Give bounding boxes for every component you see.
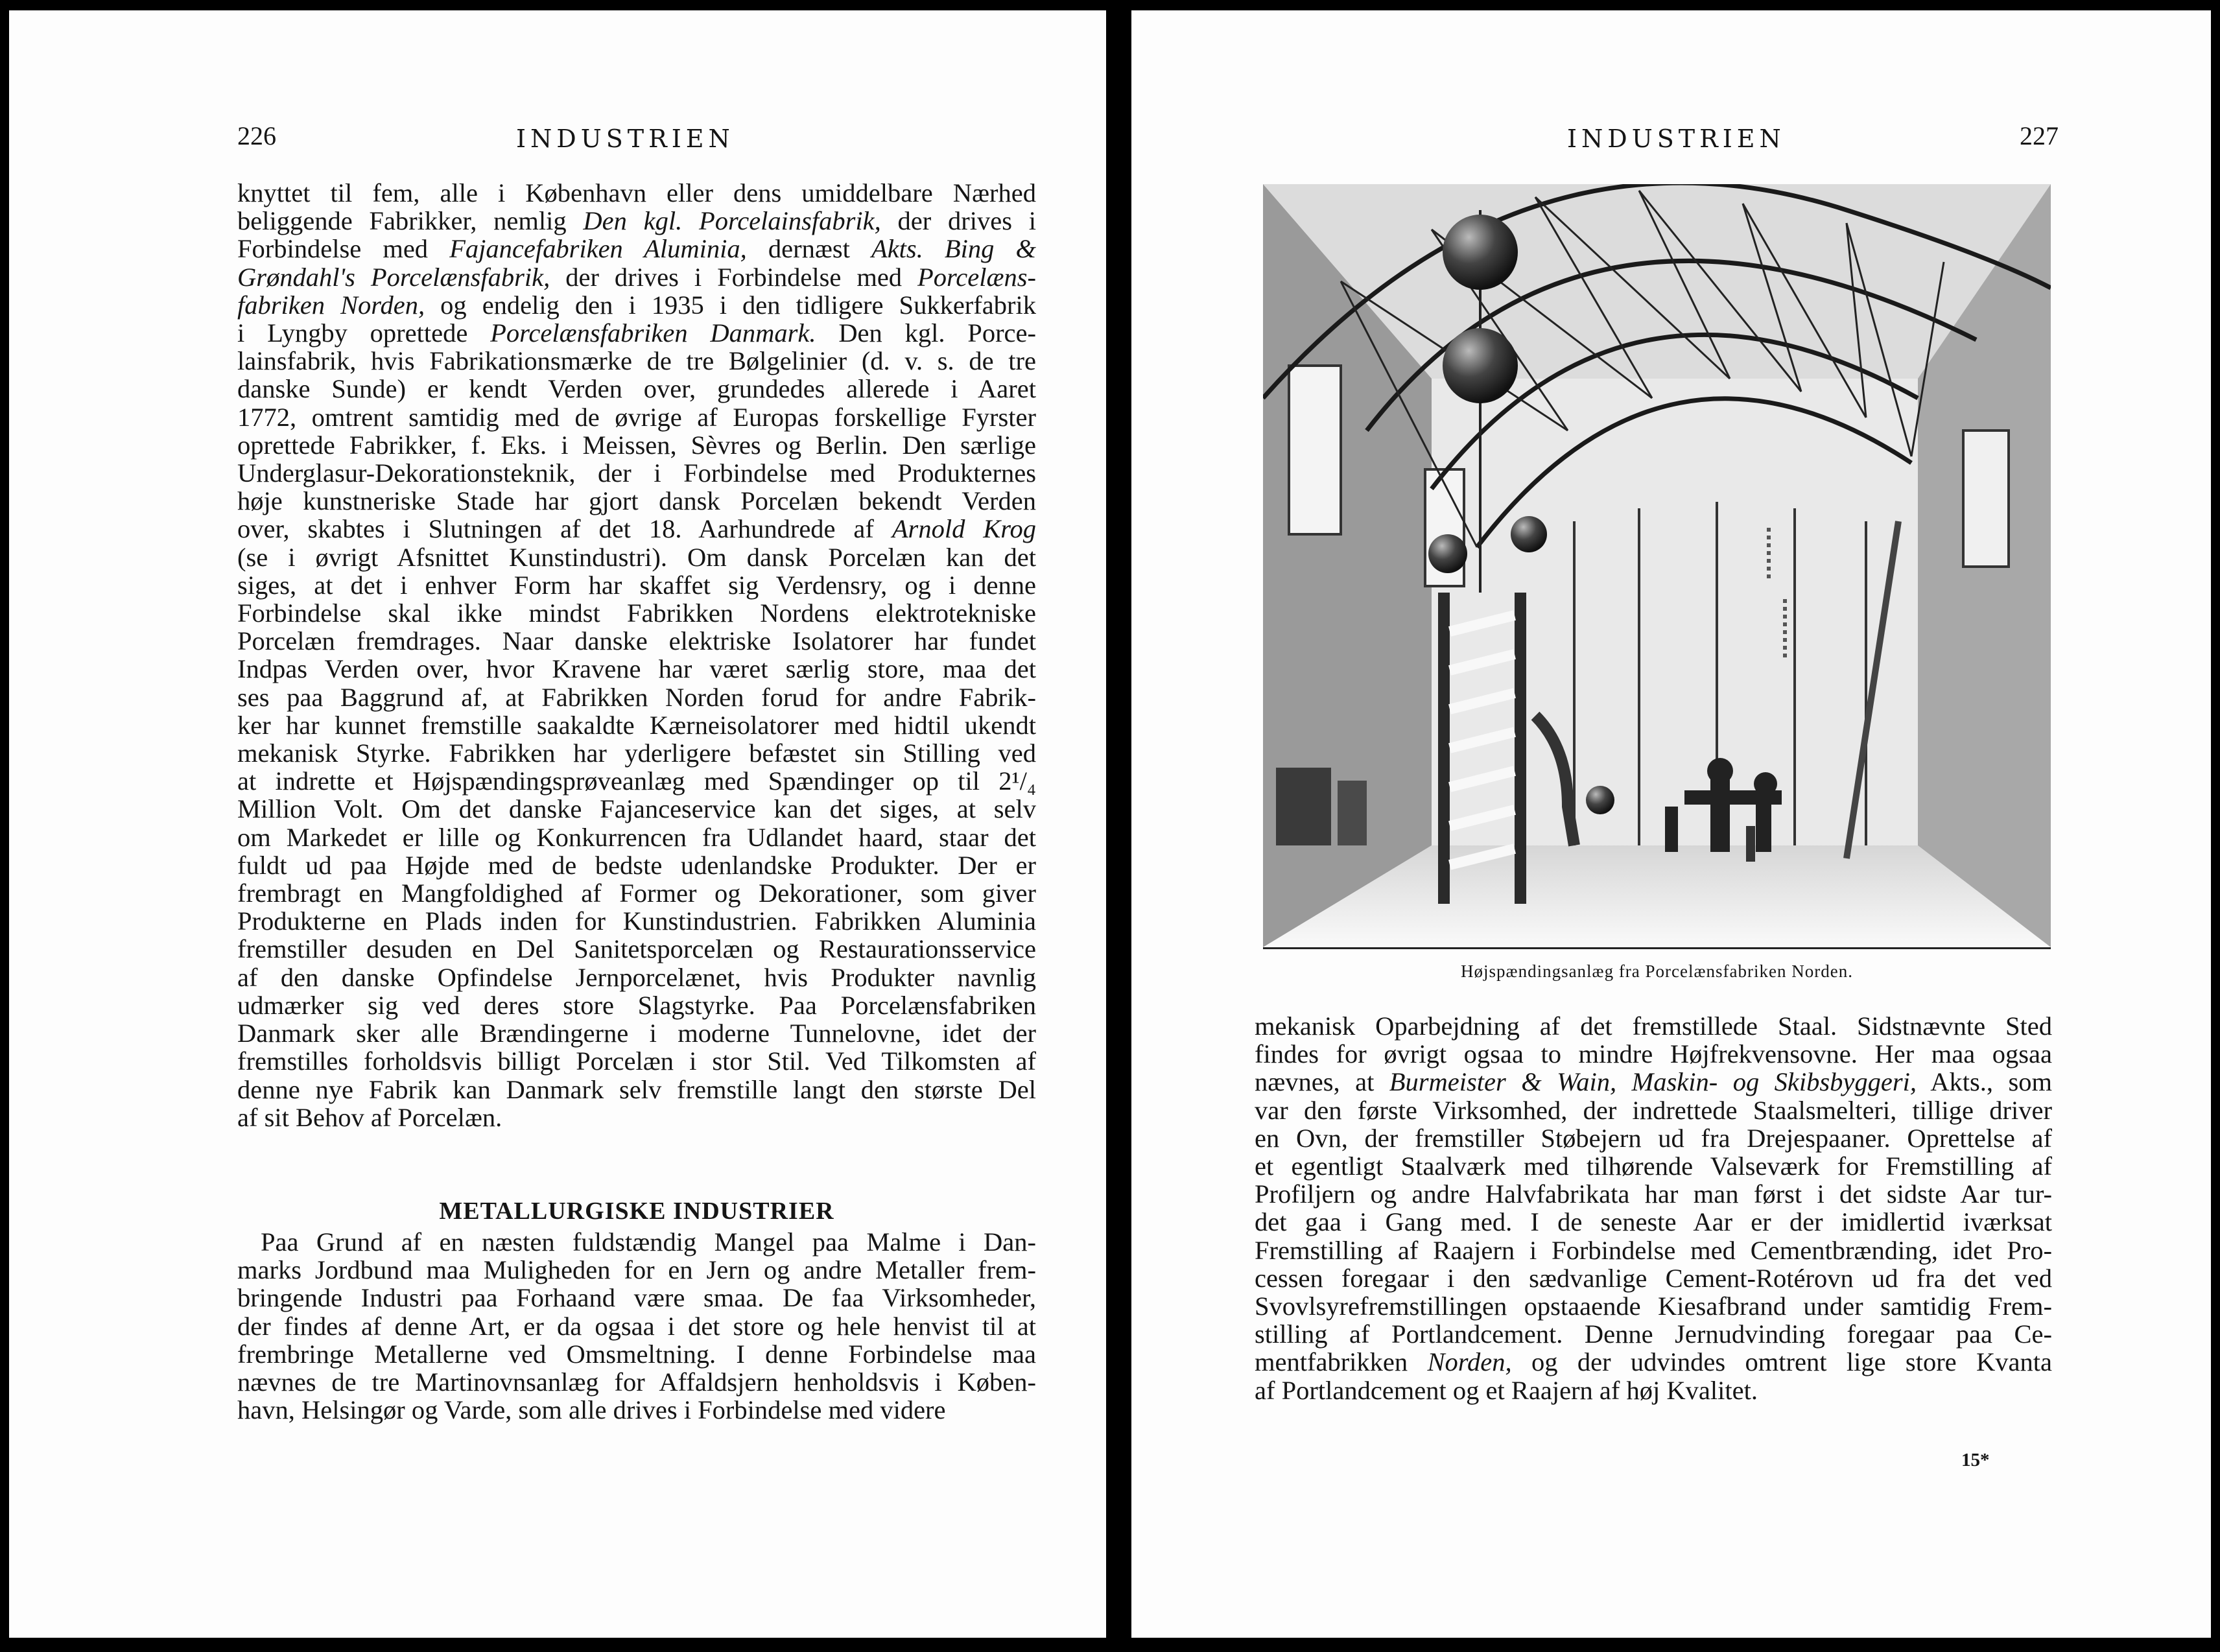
- text-run: mentfabrikken: [1255, 1347, 1428, 1377]
- text-run: over, skabtes i Slutningen af det 18. Aarhundrede af: [237, 514, 892, 544]
- text-run: ses paa Baggrund af, at Fabrikken Norden forud for andre Fabrik-: [237, 682, 1036, 712]
- text-line: [237, 1047, 1036, 1075]
- text-line: [237, 767, 1036, 795]
- text-line: [1255, 1124, 2052, 1152]
- text-run: frembringe Metallerne ved Omsmeltning. I denne Forbindelse maa: [237, 1339, 1036, 1369]
- text-line: [237, 179, 1036, 207]
- text-line: [237, 907, 1036, 935]
- text-run: Indpas Verden over, hvor Kravene har været særlig store, maa det: [237, 654, 1036, 684]
- text-run: der drives i: [880, 206, 1036, 236]
- text-line: [237, 1076, 1036, 1103]
- text-line: [237, 207, 1036, 235]
- text-run: oprettede Fabrikker, f. Eks. i Meissen, Sèvres og Berlin. Den særlige: [237, 430, 1036, 460]
- text-line: [237, 543, 1036, 571]
- text-run: stilling af Portlandcement. Denne Jernudvinding foregaar paa Ce-: [1255, 1319, 2052, 1349]
- italic-text-run: Den kgl. Porcelainsfabrik,: [583, 206, 881, 236]
- text-run: Porcelæn fremdrages. Naar danske elektriske Isolatorer har fundet: [237, 626, 1036, 656]
- text-run: en Ovn, der fremstiller Støbejern ud fra Drejespaaner. Oprettelse af: [1255, 1123, 2052, 1153]
- text-line: [1255, 1012, 2052, 1040]
- text-line: [1255, 1320, 2052, 1348]
- text-run: bringende Industri paa Forhaand være smaa. De faa Virksomheder,: [237, 1283, 1036, 1313]
- text-run: 1772, omtrent samtidig med de øvrige af Europas forskellige Fyrster: [237, 402, 1036, 432]
- text-line: [1255, 1292, 2052, 1320]
- text-run: denne nye Fabrik kan Danmark selv fremstille langt den største Del: [237, 1074, 1036, 1104]
- running-head: INDUSTRIEN: [1567, 124, 1786, 153]
- text-run: og der udvindes omtrent lige store Kvanta: [1511, 1347, 2052, 1377]
- text-line: [237, 823, 1036, 851]
- text-run: findes for øvrigt ogsaa to mindre Højfrekvensovne. Her maa ogsaa: [1255, 1039, 2052, 1069]
- text-run: af sit Behov af Porcelæn.: [237, 1102, 502, 1132]
- body-paragraph: [1255, 1012, 2052, 1404]
- italic-text-run: Fajancefabriken Aluminia,: [449, 234, 747, 264]
- text-line: [237, 991, 1036, 1019]
- text-run: danske Sunde) er kendt Verden over, grundedes allerede i Aaret: [237, 374, 1036, 404]
- italic-text-run: Porcelæns-: [917, 262, 1036, 292]
- text-run: nævnes, at: [1255, 1067, 1389, 1097]
- text-run: udmærker sig ved deres store Slagstyrke. Paa Porcelænsfabriken: [237, 990, 1036, 1020]
- text-run: Paa Grund af en næsten fuldstændig Mangel paa Malme i Dan-: [261, 1227, 1036, 1257]
- text-line: [237, 263, 1036, 291]
- text-line: [1255, 1040, 2052, 1068]
- text-line: [237, 1340, 1036, 1368]
- body-paragraph: [237, 179, 1036, 1131]
- text-line: [237, 851, 1036, 879]
- text-run: beliggende Fabrikker, nemlig: [237, 206, 584, 236]
- text-line: [237, 487, 1036, 515]
- text-line: [237, 963, 1036, 991]
- text-line: [237, 459, 1036, 487]
- text-run: var den første Virksomhed, der indrettede Staalsmelteri, tillige driver: [1255, 1095, 2052, 1125]
- text-run: Den kgl. Porce-: [816, 318, 1036, 348]
- text-line: [237, 627, 1036, 655]
- text-run: siges, at det i enhver Form har skaffet sig Verdensry, og i denne: [237, 570, 1036, 600]
- text-run: cessen foregaar i den sædvanlige Cement-Rotérovn ud fra det ved: [1255, 1263, 2052, 1293]
- text-run: knyttet til fem, alle i København eller dens umiddelbare Nærhed: [237, 178, 1036, 207]
- text-run: dernæst: [746, 234, 871, 264]
- text-line: [237, 599, 1036, 627]
- text-line: [237, 711, 1036, 739]
- text-run: Forbindelse skal ikke mindst Fabrikken Nordens elektrotekniske: [237, 598, 1036, 628]
- text-run: (se i øvrigt Afsnittet Kunstindustri). Om dansk Porcelæn kan det: [237, 542, 1036, 572]
- text-line: [237, 319, 1036, 347]
- text-line: [237, 1284, 1036, 1312]
- text-run: ker har kunnet fremstille saakaldte Kærneisolatorer med hidtil ukendt: [237, 710, 1036, 740]
- text-run: der drives i Forbindelse med: [550, 262, 918, 292]
- section-heading: METALLURGISKE INDUSTRIER: [439, 1198, 834, 1225]
- text-line: [1255, 1152, 2052, 1180]
- text-line: [237, 431, 1036, 459]
- text-run: om Markedet er lille og Konkurrencen fra Udlandet haard, staar det: [237, 822, 1036, 852]
- text-line: [237, 291, 1036, 319]
- text-line: [237, 1019, 1036, 1047]
- photograph-high-voltage-hall: [1263, 184, 2051, 949]
- text-line: [237, 375, 1036, 403]
- text-run: Akts., som: [1917, 1067, 2052, 1097]
- text-line: [237, 403, 1036, 431]
- text-line: [1255, 1264, 2052, 1292]
- text-run: og endelig den i 1935 i den tidligere Sukkerfabrik: [425, 290, 1036, 320]
- text-run: der findes af denne Art, er da ogsaa i det store og hele henvist til at: [237, 1311, 1036, 1341]
- page-number: 227: [2020, 121, 2059, 150]
- text-line: [237, 1396, 1036, 1424]
- text-line: [237, 1103, 1036, 1131]
- body-paragraph: [237, 1228, 1036, 1424]
- text-line: [237, 739, 1036, 767]
- text-line: [237, 1256, 1036, 1284]
- text-run: af Portlandcement og et Raajern af høj Kvalitet.: [1255, 1375, 1758, 1405]
- italic-text-run: Porcelænsfabriken Danmark.: [490, 318, 816, 348]
- text-line: [237, 235, 1036, 263]
- text-run: Forbindelse med: [237, 234, 450, 264]
- text-run: det gaa i Gang med. I de seneste Aar er der imidlertid iværksat: [1255, 1207, 2052, 1237]
- text-line: [237, 655, 1036, 683]
- text-line: [1255, 1348, 2052, 1376]
- signature-mark: 15*: [1961, 1450, 1990, 1470]
- text-line: [1255, 1208, 2052, 1236]
- text-run: Svovlsyrefremstillingen opstaaende Kiesafbrand under samtidig Frem-: [1255, 1292, 2052, 1321]
- text-line: [237, 1368, 1036, 1396]
- text-run: mekanisk Styrke. Fabrikken har yderligere befæstet sin Stilling ved: [237, 738, 1036, 768]
- text-line: [1255, 1376, 2052, 1404]
- text-run: mekanisk Oparbejdning af det fremstillede Staal. Sidstnævnte Sted: [1255, 1011, 2052, 1041]
- high-voltage-hall-illustration: [1263, 184, 2051, 947]
- italic-text-run: Arnold Krog: [892, 514, 1036, 544]
- text-run: fuldt ud paa Højde med de bedste udenlandske Produkter. Der er: [237, 850, 1036, 880]
- text-run: at indrette et Højspændingsprøveanlæg med Spændinger op til 2¹/₄: [237, 766, 1036, 796]
- text-line: [1255, 1096, 2052, 1124]
- text-run: Danmark sker alle Brændingerne i moderne Tunnelovne, idet der: [237, 1019, 1036, 1048]
- text-run: fremstiller desuden en Del Sanitetsporcelæn og Restaurationsservice: [237, 934, 1036, 964]
- italic-text-run: fabriken Norden,: [237, 290, 425, 320]
- text-run: i Lyngby oprettede: [237, 318, 491, 348]
- text-run: Profiljern og andre Halvfabrikata har man først i det sidste Aar tur-: [1255, 1179, 2052, 1209]
- text-run: lainsfabrik, hvis Fabrikationsmærke de tre Bølgelinier (d. v. s. de tre: [237, 346, 1036, 376]
- text-run: Produkterne en Plads inden for Kunstindustrien. Fabrikken Aluminia: [237, 906, 1036, 936]
- italic-text-run: Grøndahl's Porcelænsfabrik,: [237, 262, 550, 292]
- figure-caption: Højspændingsanlæg fra Porcelænsfabriken Norden.: [1461, 962, 1853, 981]
- text-line: [237, 795, 1036, 823]
- italic-text-run: Burmeister & Wain, Maskin- og Skibsbyggeri,: [1389, 1067, 1917, 1097]
- left-page: [9, 10, 1106, 1638]
- text-line: [237, 1312, 1036, 1340]
- text-line: [237, 879, 1036, 907]
- running-head: INDUSTRIEN: [516, 124, 735, 153]
- text-line: [237, 1228, 1036, 1256]
- text-line: [1255, 1180, 2052, 1208]
- text-run: fremstilles forholdsvis billigt Porcelæn i stor Stil. Ved Tilkomsten af: [237, 1046, 1036, 1076]
- text-line: [237, 347, 1036, 375]
- text-line: [237, 683, 1036, 711]
- text-run: havn, Helsingør og Varde, som alle drives i Forbindelse med videre: [237, 1395, 946, 1425]
- text-run: frembragt en Mangfoldighed af Former og Dekorationer, som giver: [237, 879, 1036, 908]
- text-run: Fremstilling af Raajern i Forbindelse med Cementbrænding, idet Pro-: [1255, 1235, 2052, 1265]
- text-run: Million Volt. Om det danske Fajanceservice kan det siges, at selv: [237, 794, 1036, 824]
- text-line: [237, 571, 1036, 599]
- text-run: marks Jordbund maa Muligheden for en Jern og andre Metaller frem-: [237, 1255, 1036, 1285]
- italic-text-run: Norden,: [1427, 1347, 1512, 1377]
- text-run: et egentligt Staalværk med tilhørende Valseværk for Fremstilling af: [1255, 1151, 2052, 1181]
- text-run: høje kunstneriske Stade har gjort dansk Porcelæn bekendt Verden: [237, 486, 1036, 516]
- right-page: [1131, 10, 2211, 1638]
- page-number: 226: [237, 121, 276, 150]
- text-line: [237, 935, 1036, 963]
- text-line: [1255, 1068, 2052, 1096]
- text-line: [1255, 1236, 2052, 1264]
- text-run: nævnes de tre Martinovnsanlæg for Affaldsjern henholdsvis i Køben-: [237, 1367, 1036, 1397]
- italic-text-run: Akts. Bing &: [871, 234, 1036, 264]
- text-run: Underglasur-Dekorationsteknik, der i Forbindelse med Produkternes: [237, 458, 1036, 488]
- text-line: [237, 515, 1036, 543]
- text-run: af den danske Opfindelse Jernporcelænet, hvis Produkter navnlig: [237, 962, 1036, 992]
